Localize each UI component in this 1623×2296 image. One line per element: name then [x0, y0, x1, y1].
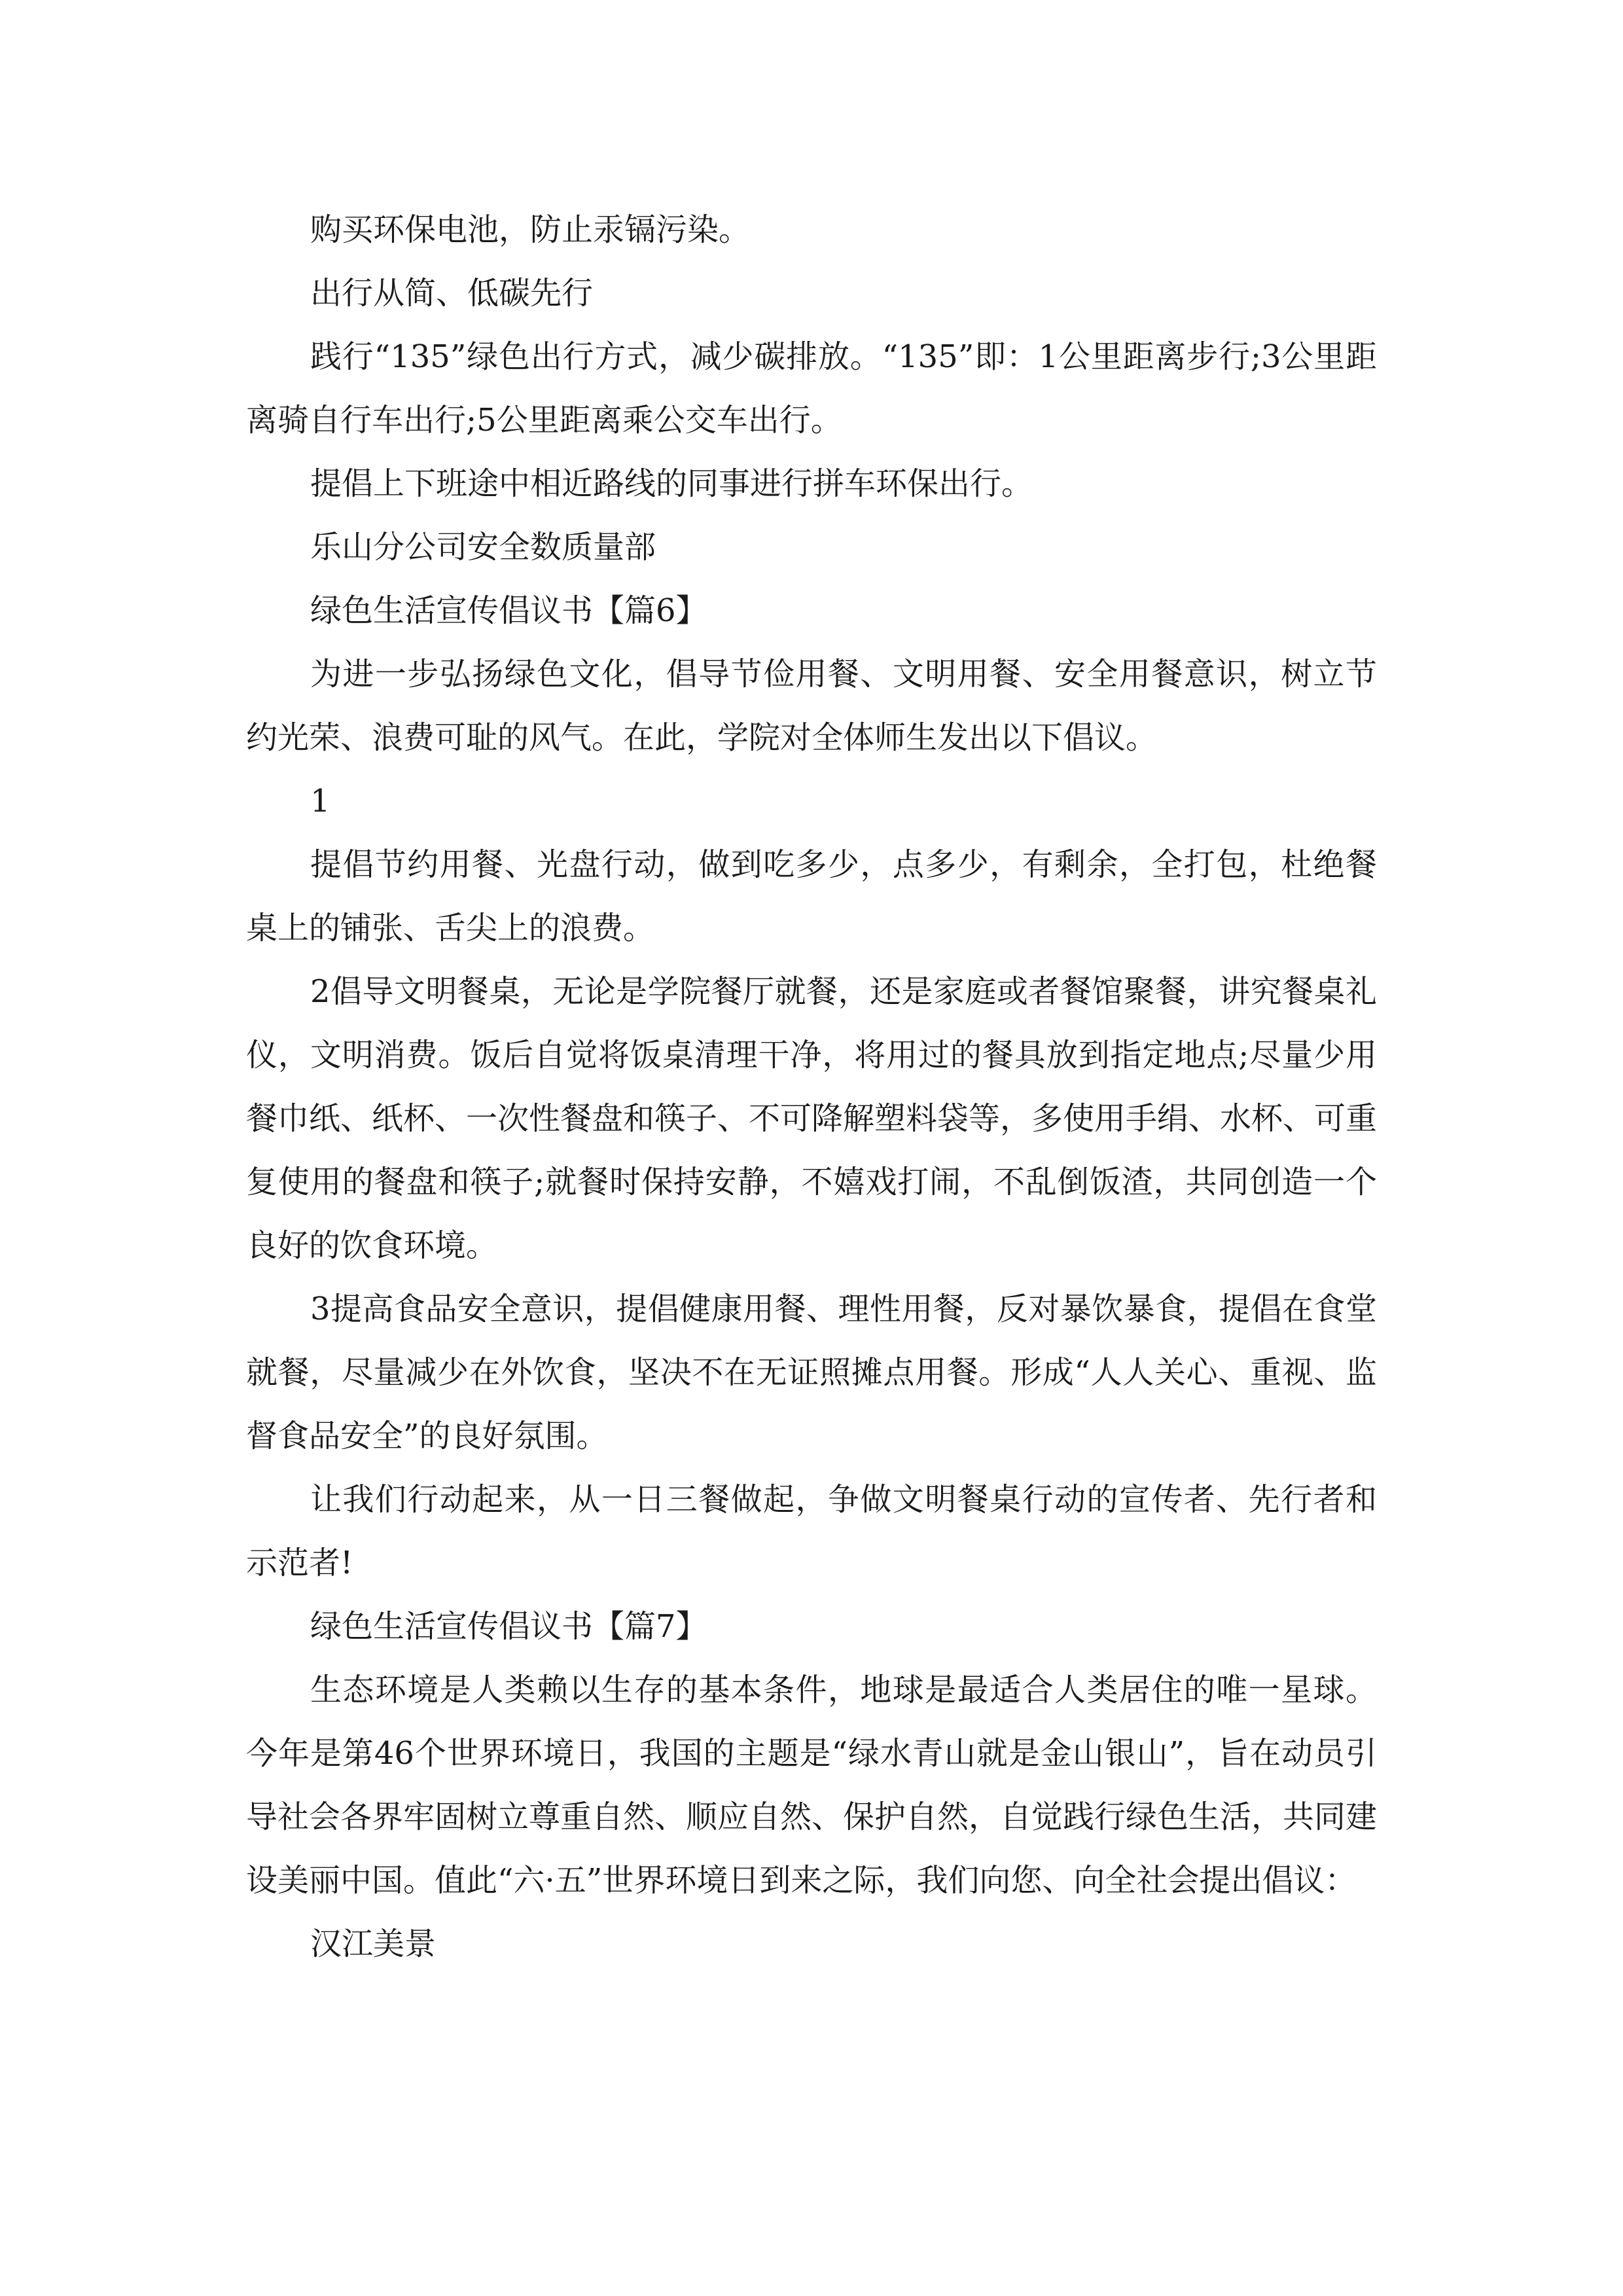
- paragraph-battery: 购买环保电池，防止汞镉污染。: [310, 211, 751, 248]
- paragraph-number-1: 1: [310, 783, 330, 819]
- paragraph-hanjiang: 汉江美景: [310, 1926, 437, 1962]
- paragraph-call-to-action: 让我们行动起来，从一日三餐做起，争做文明餐桌行动的宣传者、先行者和示范者!: [246, 1481, 1377, 1581]
- paragraph-item-3: 3提高食品安全意识，提倡健康用餐、理性用餐，反对暴饮暴食，提倡在食堂就餐，尽量减少在外饮食，坚决不在无证照摊点用餐。形成“人人关心、重视、监督食品安全”的良好氛围。: [246, 1291, 1377, 1454]
- document-body: [246, 198, 1377, 1976]
- paragraph-carpool: 提倡上下班途中相近路线的同事进行拼车环保出行。: [310, 465, 1033, 502]
- paragraph-item-2: 2倡导文明餐桌，无论是学院餐厅就餐，还是家庭或者餐馆聚餐，讲究餐桌礼仪，文明消费。饭后自觉将饭桌清理干净，将用过的餐具放到指定地点;尽量少用餐巾纸、纸杯、一次性餐盘和筷子、不可降解塑料袋等，多使用手绢、水杯、可重复使用的餐盘和筷子;就餐时保持安静，不嬉戏打闹，不乱倒饭渣，共同创造一个良好的饮食环境。: [246, 973, 1378, 1264]
- paragraph-item-1: 提倡节约用餐、光盘行动，做到吃多少，点多少，有剩余，全打包，杜绝餐桌上的铺张、舌尖上的浪费。: [246, 846, 1377, 946]
- paragraph-intro-7: 生态环境是人类赖以生存的基本条件，地球是最适合人类居住的唯一星球。今年是第46个世界环境日，我国的主题是“绿水青山就是金山银山”，旨在动员引导社会各界牢固树立尊重自然、顺应自然、保护自然，自觉践行绿色生活，共同建设美丽中国。值此“六·五”世界环境日到来之际，我们向您、向全社会提出倡议：: [246, 1672, 1378, 1899]
- paragraph-intro-6: 为进一步弘扬绿色文化，倡导节俭用餐、文明用餐、安全用餐意识，树立节约光荣、浪费可耻的风气。在此，学院对全体师生发出以下倡议。: [246, 656, 1377, 756]
- paragraph-135-travel: 践行“135”绿色出行方式，减少碳排放。“135”即：1公里距离步行;3公里距离骑自行车出行;5公里距离乘公交车出行。: [246, 338, 1377, 439]
- paragraph-signature: 乐山分公司安全数质量部: [310, 529, 656, 565]
- paragraph-travel-heading: 出行从简、低碳先行: [310, 275, 594, 312]
- section-title-6: 绿色生活宣传倡议书【篇6】: [310, 592, 707, 629]
- section-title-7: 绿色生活宣传倡议书【篇7】: [310, 1608, 707, 1645]
